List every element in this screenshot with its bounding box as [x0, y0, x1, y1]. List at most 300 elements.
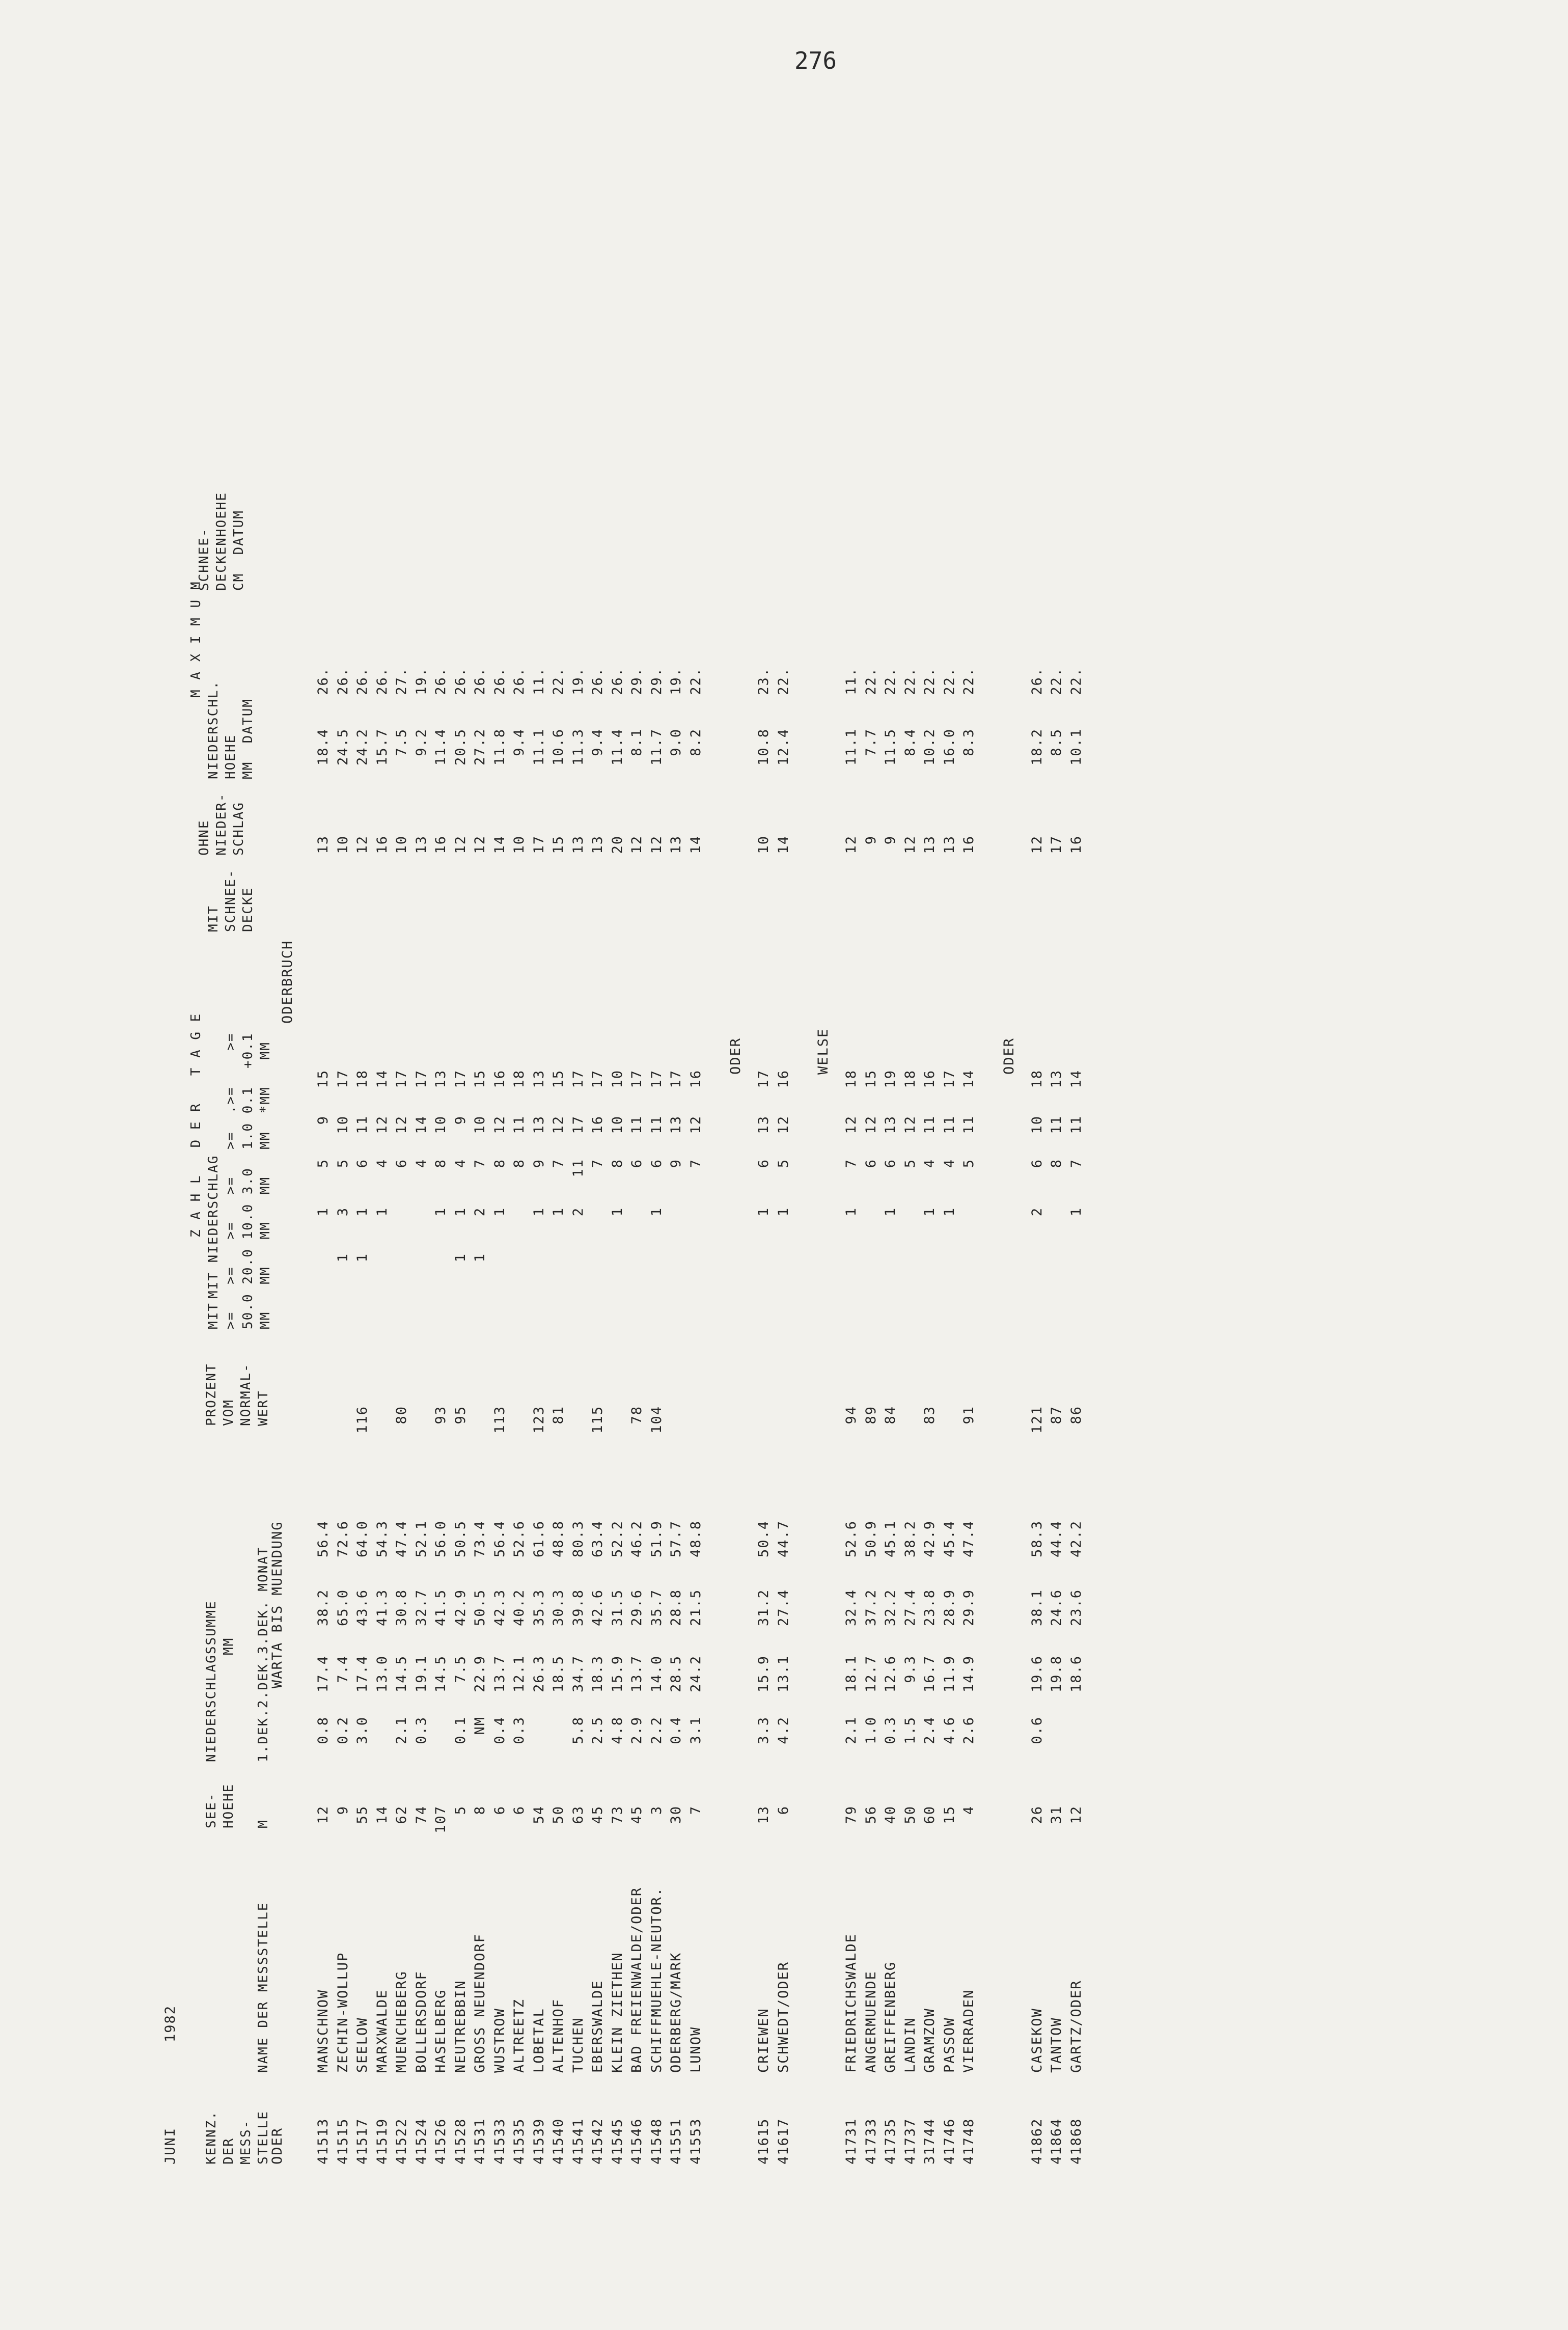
cell-n3: 8 — [1049, 1159, 1064, 1168]
section-right-label: WELSE — [815, 1028, 831, 1075]
cell-n20: 1 — [354, 1253, 370, 1263]
cell-d3: 23.8 — [922, 1589, 938, 1627]
cell-n1: 14 — [413, 1115, 429, 1134]
cell-n1: 12 — [687, 1115, 704, 1134]
cell-d3: 38.1 — [1029, 1589, 1045, 1627]
cell-n3: 7 — [1068, 1159, 1084, 1168]
cell-n3: 11 — [570, 1159, 586, 1177]
cell-n01: 13 — [531, 1070, 547, 1088]
station-name: TUCHEN — [570, 2017, 586, 2073]
header-mit-schneedecke: MIT — [206, 905, 221, 932]
cell-n20: 1 — [472, 1253, 488, 1263]
cell-ohne: 10 — [394, 835, 409, 854]
cell-n3: 5 — [335, 1159, 351, 1168]
station-name: LUNOW — [687, 2026, 704, 2073]
station-name: GARTZ/ODER — [1068, 1980, 1084, 2073]
cell-m: 56.4 — [491, 1520, 508, 1558]
cell-h: 3 — [648, 1805, 665, 1815]
cell-n3: 6 — [756, 1159, 772, 1168]
cell-h: 9 — [335, 1805, 351, 1815]
header-seehoehe: SEE- — [204, 1792, 219, 1828]
cell-n3: 6 — [648, 1159, 665, 1168]
cell-ohne: 13 — [413, 835, 429, 854]
station-id: 41519 — [374, 2118, 390, 2164]
station-id: 41531 — [472, 2118, 488, 2164]
station-name: SCHIFFMUEHLE-NEUTOR. — [648, 1886, 665, 2073]
cell-n10: 1 — [775, 1207, 791, 1217]
cell-h: 30 — [668, 1805, 684, 1824]
cell-mx: 9.0 — [668, 728, 684, 756]
station-name: MARXWALDE — [374, 1989, 390, 2073]
cell-md: 27. — [394, 667, 409, 695]
cell-ohne: 13 — [922, 835, 938, 854]
cell-ohne: 9 — [883, 835, 898, 845]
cell-md: 26. — [374, 667, 390, 695]
cell-n10: 1 — [551, 1207, 566, 1217]
cell-n1: 11 — [941, 1115, 957, 1134]
cell-h: 15 — [941, 1805, 957, 1824]
station-id: 41541 — [570, 2118, 586, 2164]
cell-m: 72.6 — [335, 1520, 351, 1558]
station-name: EBERSWALDE — [590, 1980, 606, 2073]
station-id: 41735 — [883, 2118, 898, 2164]
cell-d3: 41.3 — [374, 1589, 390, 1627]
cell-d3: 32.7 — [413, 1589, 429, 1627]
cell-md: 19. — [413, 667, 429, 695]
cell-p: 95 — [452, 1406, 469, 1424]
cell-m: 45.1 — [883, 1520, 898, 1558]
cell-d2: 18.3 — [590, 1655, 606, 1693]
cell-d1: 0.4 — [491, 1716, 508, 1744]
header-zahl-der-tage: Z A H L D E R T A G E — [188, 1012, 204, 1238]
cell-d3: 37.2 — [863, 1589, 879, 1627]
station-name: HASELBERG — [433, 1989, 449, 2073]
cell-h: 107 — [433, 1805, 449, 1833]
cell-m: 63.4 — [590, 1520, 606, 1558]
cell-n1: 17 — [570, 1115, 586, 1134]
cell-md: 19. — [668, 667, 684, 695]
cell-d2: 9.3 — [902, 1655, 918, 1683]
cell-n10: 1 — [922, 1207, 938, 1217]
cell-h: 12 — [1068, 1805, 1084, 1824]
cell-n3: 6 — [354, 1159, 370, 1168]
cell-n1: 9 — [452, 1115, 469, 1125]
cell-m: 80.3 — [570, 1520, 586, 1558]
cell-h: 50 — [551, 1805, 566, 1824]
cell-p: 89 — [863, 1406, 879, 1424]
cell-h: 8 — [472, 1805, 488, 1815]
cell-mx: 10.6 — [551, 728, 566, 766]
cell-mx: 15.7 — [374, 728, 390, 766]
cell-n3: 5 — [315, 1159, 331, 1168]
header-mit-schneedecke: SCHNEE- — [223, 869, 238, 932]
cell-h: 40 — [883, 1805, 898, 1824]
cell-h: 62 — [394, 1805, 409, 1824]
station-name: KLEIN ZIETHEN — [609, 1952, 625, 2073]
cell-d1: 5.8 — [570, 1716, 586, 1744]
cell-ohne: 12 — [648, 835, 665, 854]
cell-n3: 6 — [883, 1159, 898, 1168]
header-max-schnee: CM DATUM — [231, 510, 246, 591]
cell-md: 11. — [843, 667, 859, 695]
cell-p: 87 — [1049, 1406, 1064, 1424]
header-ohne-niederschlag: SCHLAG — [231, 802, 246, 856]
cell-n3: 7 — [551, 1159, 566, 1168]
cell-n3: 7 — [843, 1159, 859, 1168]
cell-mx: 8.4 — [902, 728, 918, 756]
cell-n1: 11 — [1068, 1115, 1084, 1134]
cell-n1: 16 — [590, 1115, 606, 1134]
cell-md: 26. — [433, 667, 449, 695]
cell-n01: 17 — [648, 1070, 665, 1088]
station-id: 41862 — [1029, 2118, 1045, 2164]
cell-n10: 1 — [315, 1207, 331, 1217]
cell-d2: 26.3 — [531, 1655, 547, 1693]
cell-p: 93 — [433, 1406, 449, 1424]
station-name: ODERBERG/MARK — [668, 1952, 684, 2073]
section-right-label: ODERBRUCH — [280, 940, 295, 1024]
cell-n1: 12 — [491, 1115, 508, 1134]
header-ohne-niederschlag: OHNE — [197, 819, 212, 856]
cell-n1: 11 — [648, 1115, 665, 1134]
cell-h: 74 — [413, 1805, 429, 1824]
station-name: GROSS NEUENDORF — [472, 1933, 488, 2073]
cell-mx: 18.4 — [315, 728, 331, 766]
cell-ohne: 13 — [590, 835, 606, 854]
cell-n3: 4 — [413, 1159, 429, 1168]
cell-p: 115 — [590, 1406, 606, 1434]
cell-m: 42.9 — [922, 1520, 938, 1558]
header-prozent: NORMAL- — [238, 1363, 254, 1426]
cell-m: 51.9 — [648, 1520, 665, 1558]
cell-p: 116 — [354, 1406, 370, 1434]
cell-d2: 22.9 — [472, 1655, 488, 1693]
cell-mx: 8.1 — [629, 728, 645, 756]
cell-mx: 8.3 — [961, 728, 977, 756]
cell-p: 86 — [1068, 1406, 1084, 1424]
cell-n3: 8 — [433, 1159, 449, 1168]
cell-p: 113 — [491, 1406, 508, 1434]
cell-ohne: 15 — [551, 835, 566, 854]
cell-md: 26. — [335, 667, 351, 695]
cell-n01: 18 — [354, 1070, 370, 1088]
cell-md: 29. — [629, 667, 645, 695]
cell-d2: 12.7 — [863, 1655, 879, 1693]
cell-n01: 17 — [941, 1070, 957, 1088]
station-id: 41540 — [551, 2118, 566, 2164]
cell-md: 26. — [511, 667, 527, 695]
cell-p: 104 — [648, 1406, 665, 1434]
cell-n01: 17 — [590, 1070, 606, 1088]
cell-n1: 11 — [922, 1115, 938, 1134]
header-prozent: WERT — [256, 1390, 271, 1426]
cell-n01: 15 — [863, 1070, 879, 1088]
header-prozent: PROZENT — [204, 1363, 219, 1426]
station-name: SEELOW — [354, 2017, 370, 2073]
cell-n3: 8 — [511, 1159, 527, 1168]
station-id: 41528 — [452, 2118, 469, 2164]
cell-mx: 11.7 — [648, 728, 665, 766]
cell-md: 26. — [315, 667, 331, 695]
cell-n3: 5 — [961, 1159, 977, 1168]
cell-ohne: 13 — [941, 835, 957, 854]
cell-d3: 31.2 — [756, 1589, 772, 1627]
cell-n01: 14 — [961, 1070, 977, 1088]
cell-m: 38.2 — [902, 1520, 918, 1558]
station-id: 41731 — [843, 2118, 859, 2164]
cell-n3: 5 — [902, 1159, 918, 1168]
cell-n1: 11 — [511, 1115, 527, 1134]
cell-ohne: 12 — [354, 835, 370, 854]
cell-h: 56 — [863, 1805, 879, 1824]
cell-n10: 1 — [374, 1207, 390, 1217]
station-name: WUSTROW — [491, 2008, 508, 2073]
station-name: MANSCHNOW — [315, 1989, 331, 2073]
cell-d2: 13.7 — [491, 1655, 508, 1693]
cell-mx: 11.1 — [843, 728, 859, 766]
cell-n01: 13 — [1049, 1070, 1064, 1088]
cell-ohne: 14 — [687, 835, 704, 854]
cell-d2: 17.4 — [354, 1655, 370, 1693]
cell-n10: 1 — [843, 1207, 859, 1217]
cell-d1: 0.2 — [335, 1716, 351, 1744]
header-mit: MIT — [206, 1302, 221, 1329]
cell-n1: 13 — [531, 1115, 547, 1134]
cell-m: 58.3 — [1029, 1520, 1045, 1558]
cell-mx: 20.5 — [452, 728, 469, 766]
cell-n01: 14 — [1068, 1070, 1084, 1088]
cell-mx: 8.2 — [687, 728, 704, 756]
cell-ohne: 20 — [609, 835, 625, 854]
cell-m: 52.2 — [609, 1520, 625, 1558]
cell-d1: 0.8 — [315, 1716, 331, 1744]
cell-d2: 18.1 — [843, 1655, 859, 1693]
cell-d3: 65.0 — [335, 1589, 351, 1627]
station-name: PASSOW — [941, 2017, 957, 2073]
cell-n20: 1 — [335, 1253, 351, 1263]
cell-ohne: 10 — [511, 835, 527, 854]
cell-md: 26. — [1029, 667, 1045, 695]
cell-ohne: 9 — [863, 835, 879, 845]
cell-p: 94 — [843, 1406, 859, 1424]
station-name: CRIEWEN — [756, 2008, 772, 2073]
cell-d3: 29.6 — [629, 1589, 645, 1627]
header-ohne-niederschlag: NIEDER- — [214, 792, 229, 856]
cell-md: 26. — [609, 667, 625, 695]
cell-m: 56.0 — [433, 1520, 449, 1558]
cell-d3: 42.6 — [590, 1589, 606, 1627]
cell-n01: 17 — [570, 1070, 586, 1088]
cell-m: 44.4 — [1049, 1520, 1064, 1558]
cell-n1: 10 — [472, 1115, 488, 1134]
cell-ohne: 16 — [1068, 835, 1084, 854]
station-id: 41615 — [756, 2118, 772, 2164]
cell-h: 5 — [452, 1805, 469, 1815]
cell-d1: 4.8 — [609, 1716, 625, 1744]
cell-mx: 24.5 — [335, 728, 351, 766]
cell-d3: 23.6 — [1068, 1589, 1084, 1627]
cell-n10: 3 — [335, 1207, 351, 1217]
cell-d2: 7.5 — [452, 1655, 469, 1683]
station-name: ALTREETZ — [511, 1998, 527, 2073]
station-name: ALTENHOF — [551, 1998, 566, 2073]
cell-n01: 17 — [335, 1070, 351, 1088]
header-kennz: MESS- — [238, 2119, 254, 2164]
header-max-schnee: SCHNEE- — [197, 528, 212, 591]
cell-n01: 17 — [756, 1070, 772, 1088]
cell-mx: 16.0 — [941, 728, 957, 766]
cell-d1: 1.0 — [863, 1716, 879, 1744]
cell-m: 56.4 — [315, 1520, 331, 1558]
cell-d1: 0.3 — [413, 1716, 429, 1744]
cell-ohne: 12 — [843, 835, 859, 854]
cell-d2: 19.1 — [413, 1655, 429, 1693]
cell-mx: 10.1 — [1068, 728, 1084, 766]
cell-ohne: 17 — [531, 835, 547, 854]
cell-n3: 4 — [374, 1159, 390, 1168]
cell-d3: 40.2 — [511, 1589, 527, 1627]
cell-ohne: 10 — [756, 835, 772, 854]
cell-h: 12 — [315, 1805, 331, 1824]
cell-ohne: 12 — [472, 835, 488, 854]
station-name: MUENCHEBERG — [394, 1970, 409, 2073]
cell-p: 81 — [551, 1406, 566, 1424]
cell-n3: 4 — [452, 1159, 469, 1168]
cell-ohne: 14 — [491, 835, 508, 854]
header-dekaden: 1.DEK.2.DEK.3.DEK. MONAT — [256, 1546, 271, 1762]
station-id: 41733 — [863, 2118, 879, 2164]
cell-n01: 17 — [394, 1070, 409, 1088]
station-name: BAD FREIENWALDE/ODER — [629, 1886, 645, 2073]
cell-d2: 24.2 — [687, 1655, 704, 1693]
header-maximum: M A X I M U M — [188, 581, 204, 698]
cell-h: 7 — [687, 1805, 704, 1815]
cell-m: 47.4 — [961, 1520, 977, 1558]
cell-n1: 10 — [335, 1115, 351, 1134]
cell-n3: 4 — [941, 1159, 957, 1168]
cell-m: 52.6 — [511, 1520, 527, 1558]
header-mit-niederschlag: MIT NIEDERSCHLAG — [206, 1155, 221, 1299]
cell-h: 55 — [354, 1805, 370, 1824]
cell-mx: 9.4 — [590, 728, 606, 756]
station-id: 41517 — [354, 2118, 370, 2164]
station-id: 41868 — [1068, 2118, 1084, 2164]
header-seehoehe: HOEHE — [221, 1783, 236, 1828]
cell-n10: 1 — [941, 1207, 957, 1217]
cell-h: 31 — [1049, 1805, 1064, 1824]
cell-mx: 12.4 — [775, 728, 791, 766]
header-kennz: STELLE — [256, 2110, 271, 2164]
cell-d2: 28.5 — [668, 1655, 684, 1693]
cell-d2: 15.9 — [609, 1655, 625, 1693]
cell-n1: 12 — [374, 1115, 390, 1134]
section-subtitle: WARTA BIS MUENDUNG — [269, 1521, 285, 1688]
cell-n1: 10 — [609, 1115, 625, 1134]
cell-ohne: 12 — [902, 835, 918, 854]
station-id: 41548 — [648, 2118, 665, 2164]
cell-p: 84 — [883, 1406, 898, 1424]
cell-n01: 17 — [452, 1070, 469, 1088]
cell-d3: 30.3 — [551, 1589, 566, 1627]
cell-d2: 15.9 — [756, 1655, 772, 1693]
cell-md: 22. — [1068, 667, 1084, 695]
cell-n01: 16 — [687, 1070, 704, 1088]
cell-n01: 14 — [374, 1070, 390, 1088]
cell-md: 26. — [491, 667, 508, 695]
cell-mx: 11.1 — [531, 728, 547, 766]
month-label: JUNI — [162, 2127, 178, 2164]
cell-d1: 4.2 — [775, 1716, 791, 1744]
cell-h: 79 — [843, 1805, 859, 1824]
header-mit-schneedecke: DECKE — [240, 887, 256, 932]
cell-p: 91 — [961, 1406, 977, 1424]
station-id: 41535 — [511, 2118, 527, 2164]
cell-m: 57.7 — [668, 1520, 684, 1558]
cell-d3: 32.2 — [883, 1589, 898, 1627]
cell-n3: 8 — [609, 1159, 625, 1168]
header-max-schnee: DECKENHOEHE — [214, 491, 229, 591]
cell-mx: 11.4 — [433, 728, 449, 766]
cell-p: 121 — [1029, 1406, 1045, 1434]
cell-h: 50 — [902, 1805, 918, 1824]
cell-n10: 1 — [1068, 1207, 1084, 1217]
cell-n01: 17 — [413, 1070, 429, 1088]
cell-d1: 3.1 — [687, 1716, 704, 1744]
cell-ohne: 16 — [433, 835, 449, 854]
cell-ohne: 17 — [1049, 835, 1064, 854]
cell-n1: 11 — [1049, 1115, 1064, 1134]
cell-n1: 13 — [668, 1115, 684, 1134]
basin-label: ODER — [269, 2127, 285, 2164]
cell-n3: 6 — [1029, 1159, 1045, 1168]
station-id: 41513 — [315, 2118, 331, 2164]
cell-n10: 1 — [648, 1207, 665, 1217]
cell-d2: 14.9 — [961, 1655, 977, 1693]
header-max-niederschlag: MM DATUM — [240, 698, 256, 779]
header-threshold-units: MM MM MM MM MM *MM MM — [258, 1041, 273, 1329]
cell-n1: 10 — [433, 1115, 449, 1134]
cell-m: 61.6 — [531, 1520, 547, 1558]
cell-d2: 11.9 — [941, 1655, 957, 1693]
station-name: CASEKOW — [1029, 2008, 1045, 2073]
station-id: 41515 — [335, 2118, 351, 2164]
cell-d2: 19.6 — [1029, 1655, 1045, 1693]
cell-d1: 2.5 — [590, 1716, 606, 1744]
cell-n1: 11 — [961, 1115, 977, 1134]
cell-n01: 15 — [472, 1070, 488, 1088]
station-name: LOBETAL — [531, 2008, 547, 2073]
cell-d1: 2.9 — [629, 1716, 645, 1744]
section-right-label: ODER — [1001, 1037, 1017, 1075]
station-id: 41617 — [775, 2118, 791, 2164]
cell-h: 26 — [1029, 1805, 1045, 1824]
cell-mx: 11.4 — [609, 728, 625, 766]
cell-p: 83 — [922, 1406, 938, 1424]
cell-m: 50.9 — [863, 1520, 879, 1558]
cell-ohne: 13 — [668, 835, 684, 854]
cell-d2: 19.8 — [1049, 1655, 1064, 1693]
cell-md: 26. — [472, 667, 488, 695]
cell-n20: 1 — [452, 1253, 469, 1263]
cell-mx: 24.2 — [354, 728, 370, 766]
cell-md: 26. — [354, 667, 370, 695]
station-id: 41546 — [629, 2118, 645, 2164]
cell-n01: 16 — [491, 1070, 508, 1088]
cell-n10: 1 — [452, 1207, 469, 1217]
cell-d2: 14.5 — [433, 1655, 449, 1693]
cell-d3: 35.7 — [648, 1589, 665, 1627]
cell-p: 78 — [629, 1406, 645, 1424]
